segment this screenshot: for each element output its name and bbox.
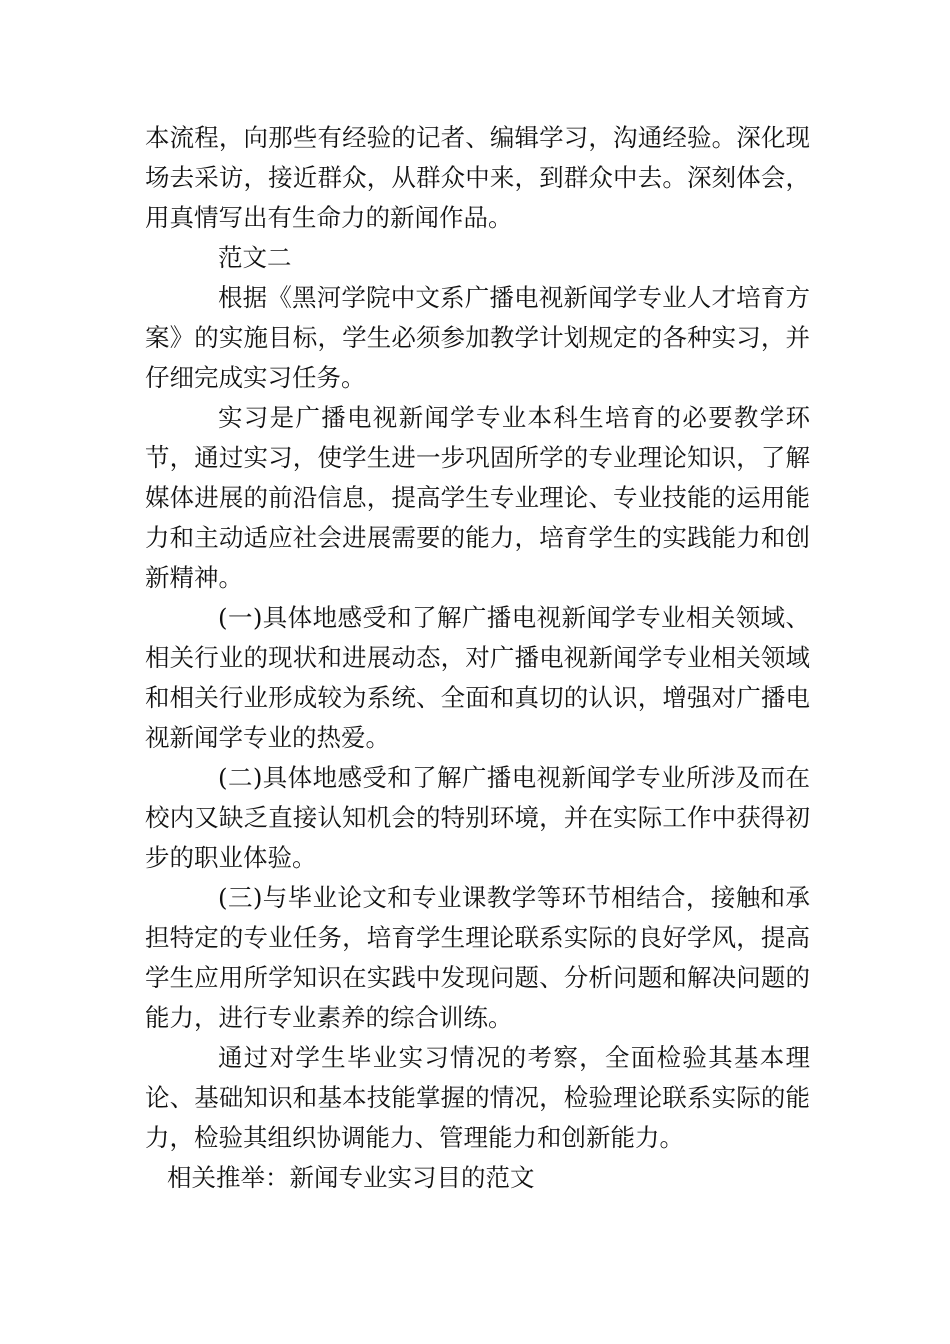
intro-paragraph: 本流程，向那些有经验的记者、编辑学习，沟通经验。深化现场去采访，接近群众，从群众中来，到群众中去。深刻体会，用真情写出有生命力的新闻作品。	[145, 123, 810, 232]
document-page	[145, 118, 810, 1198]
paragraph-3: (一)具体地感受和了解广播电视新闻学专业相关领域、相关行业的现状和进展动态，对广播电视新闻学专业相关领域和相关行业形成较为系统、全面和真切的认识，增强对广播电视新闻学专业的热爱。	[145, 603, 810, 752]
section-title: 范文二	[218, 243, 292, 272]
paragraph-5: (三)与毕业论文和专业课教学等环节相结合，接触和承担特定的专业任务，培育学生理论联系实际的良好学风，提高学生应用所学知识在实践中发现问题、分析问题和解决问题的能力，进行专业素养的综合训练。	[145, 883, 810, 1032]
paragraph-2: 实习是广播电视新闻学专业本科生培育的必要教学环节，通过实习，使学生进一步巩固所学的专业理论知识，了解媒体进展的前沿信息，提高学生专业理论、专业技能的运用能力和主动适应社会进展需要的能力，培育学生的实践能力和创新精神。	[145, 403, 810, 592]
related-recommendation-link[interactable]: 相关推举：新闻专业实习目的范文	[167, 1163, 535, 1192]
paragraph-4: (二)具体地感受和了解广播电视新闻学专业所涉及而在校内又缺乏直接认知机会的特别环境，并在实际工作中获得初步的职业体验。	[145, 763, 810, 872]
paragraph-1: 根据《黑河学院中文系广播电视新闻学专业人才培育方案》的实施目标，学生必须参加教学计划规定的各种实习，并仔细完成实习任务。	[145, 283, 810, 392]
paragraph-6: 通过对学生毕业实习情况的考察，全面检验其基本理论、基础知识和基本技能掌握的情况，检验理论联系实际的能力，检验其组织协调能力、管理能力和创新能力。	[145, 1043, 810, 1152]
